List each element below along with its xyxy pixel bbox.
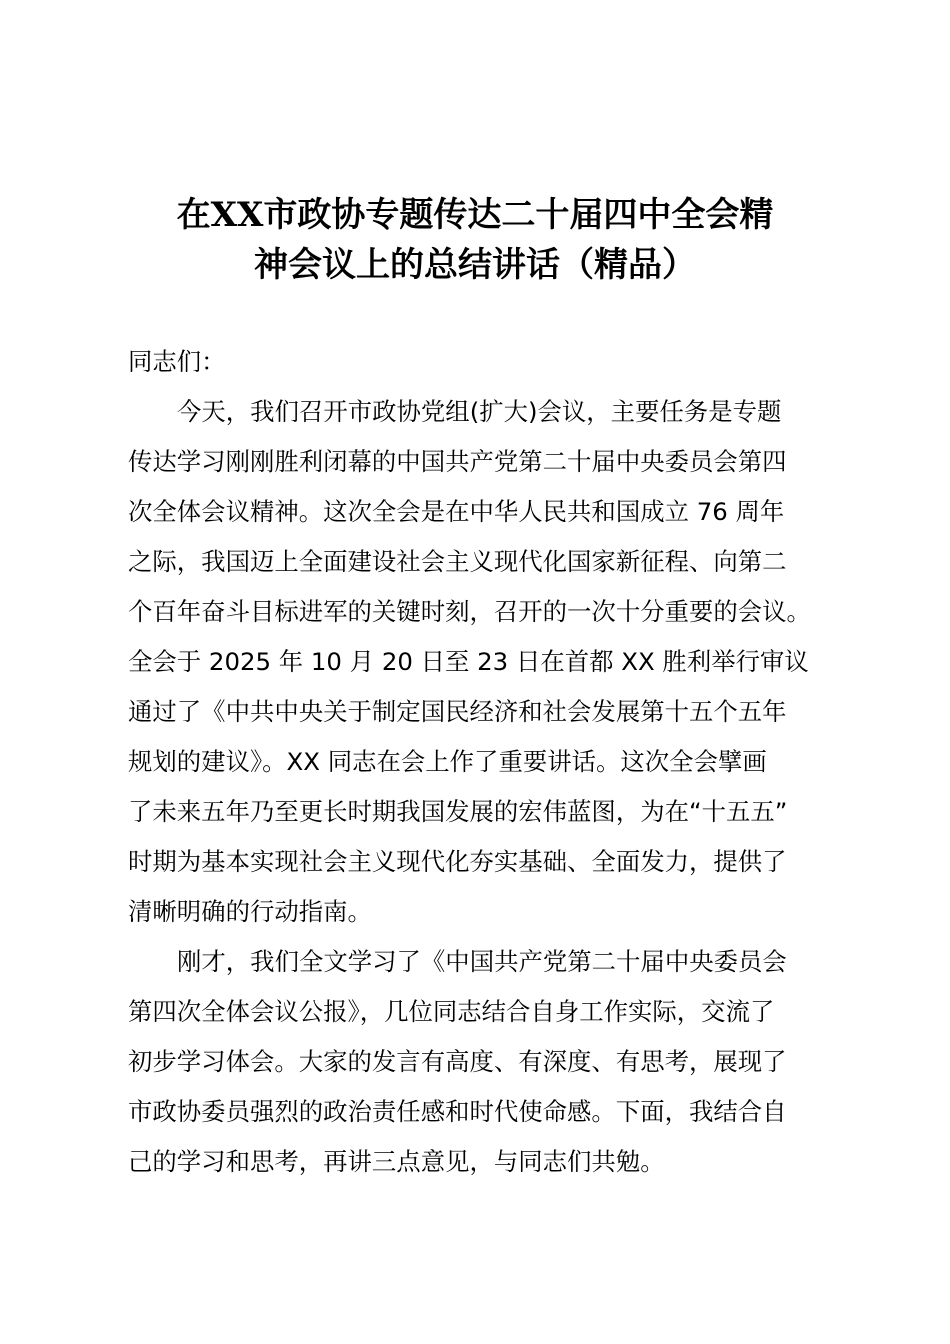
paragraph-line: 通过了《中共中央关于制定国民经济和社会发展第十五个五年	[128, 697, 787, 726]
paragraph-1	[128, 387, 828, 937]
paragraph-line: 全会于 2025 年 10 月 20 日至 23 日在首都 XX 胜利举行审议	[128, 647, 809, 676]
paragraph-line: 时期为基本实现社会主义现代化夯实基础、全面发力，提供了	[128, 847, 787, 876]
paragraph-line: 市政协委员强烈的政治责任感和时代使命感。下面，我结合自	[128, 1097, 787, 1126]
title-line-2: 神会议上的总结讲话（精品）	[254, 245, 696, 285]
paragraph-line: 刚才，我们全文学习了《中国共产党第二十届中央委员会	[177, 947, 787, 976]
paragraph-line: 传达学习刚刚胜利闭幕的中国共产党第二十届中央委员会第四	[128, 447, 787, 476]
paragraph-line: 次全体会议精神。这次全会是在中华人民共和国成立 76 周年	[128, 497, 785, 526]
paragraph-line: 第四次全体会议公报》，几位同志结合自身工作实际，交流了	[128, 997, 775, 1026]
paragraph-line: 之际，我国迈上全面建设社会主义现代化国家新征程、向第二	[128, 547, 787, 576]
paragraph-line: 今天，我们召开市政协党组(扩大)会议，主要任务是专题	[177, 397, 782, 426]
title-line-1: 在XX市政协专题传达二十届四中全会精	[176, 195, 774, 235]
paragraph-line: 了未来五年乃至更长时期我国发展的宏伟蓝图，为在“十五五”	[128, 797, 788, 826]
document-title	[100, 190, 850, 290]
paragraph-line: 清晰明确的行动指南。	[128, 897, 372, 926]
paragraph-line: 规划的建议》。XX 同志在会上作了重要讲话。这次全会擘画	[128, 747, 767, 776]
paragraph-line: 初步学习体会。大家的发言有高度、有深度、有思考，展现了	[128, 1047, 787, 1076]
document-body	[128, 337, 828, 1187]
paragraph-line: 个百年奋斗目标进军的关键时刻，召开的一次十分重要的会议。	[128, 597, 811, 626]
paragraph-2	[128, 937, 828, 1187]
salutation: 同志们：	[128, 347, 226, 376]
paragraph-line: 己的学习和思考，再讲三点意见，与同志们共勉。	[128, 1147, 665, 1176]
